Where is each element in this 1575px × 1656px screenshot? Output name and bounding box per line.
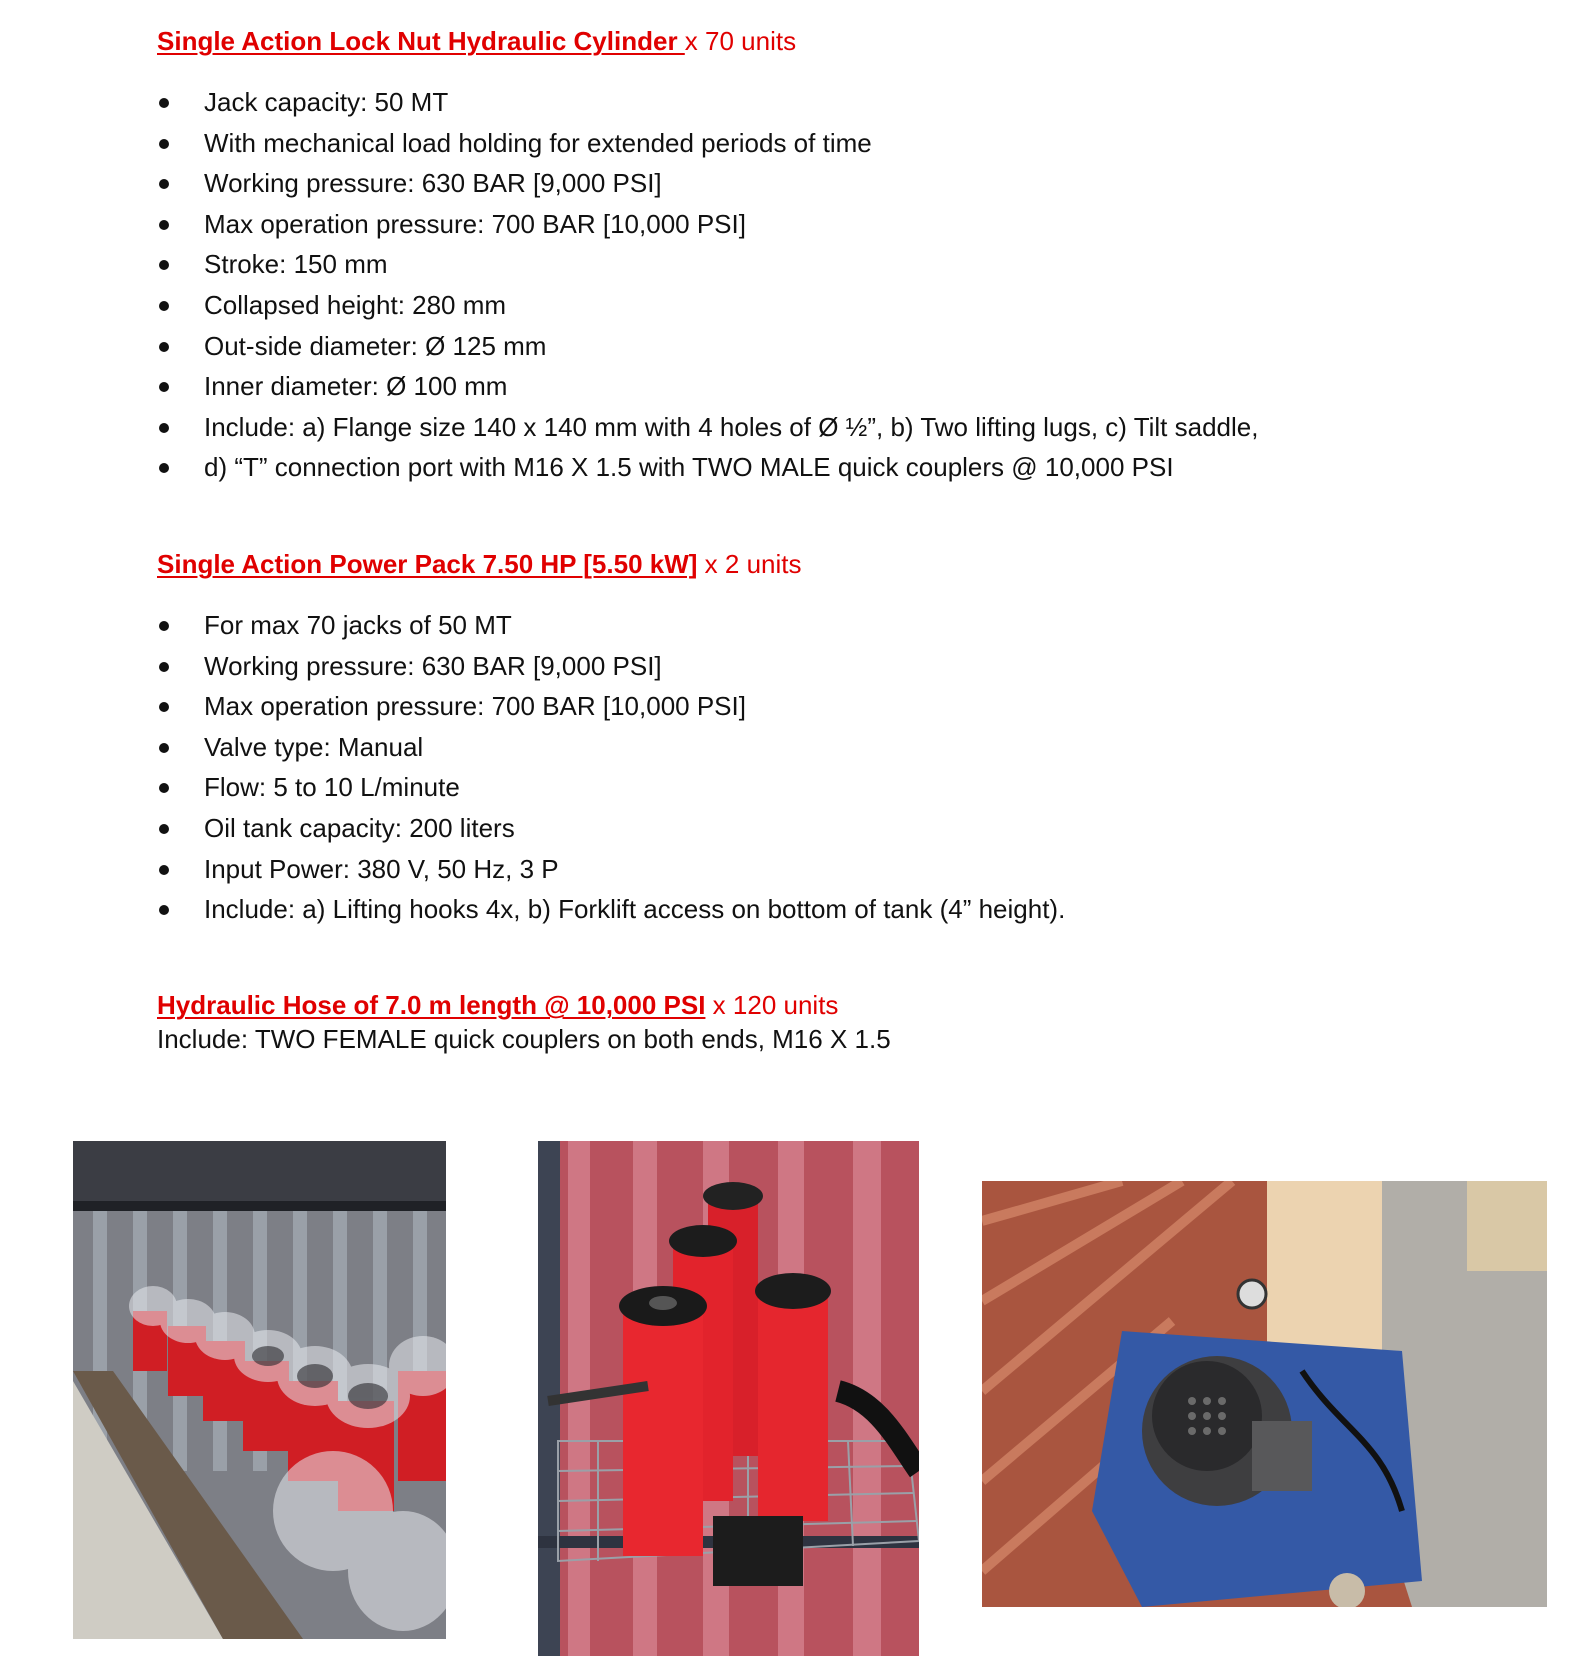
list-item: Working pressure: 630 BAR [9,000 PSI]: [157, 163, 1258, 204]
list-item: Jack capacity: 50 MT: [157, 82, 1258, 123]
list-item: Max operation pressure: 700 BAR [10,000 PSI]: [157, 686, 1065, 727]
bullet-icon: [159, 905, 169, 915]
bullet-icon: [159, 342, 169, 352]
bullet-icon: [159, 743, 169, 753]
bullet-icon: [159, 702, 169, 712]
section-3-title: Hydraulic Hose of 7.0 m length @ 10,000 PSI: [157, 990, 706, 1020]
list-item: Valve type: Manual: [157, 727, 1065, 768]
bullet-icon: [159, 98, 169, 108]
section-3-note: Include: TWO FEMALE quick couplers on both ends, M16 X 1.5: [157, 1024, 891, 1054]
photo-power-pack: [982, 1181, 1547, 1607]
bullet-icon: [159, 423, 169, 433]
bullet-icon: [159, 783, 169, 793]
list-item: Oil tank capacity: 200 liters: [157, 808, 1065, 849]
section-1-list: [157, 82, 1258, 488]
list-item: Inner diameter: Ø 100 mm: [157, 366, 1258, 407]
list-item: d) “T” connection port with M16 X 1.5 with TWO MALE quick couplers @ 10,000 PSI: [157, 447, 1258, 488]
section-1-heading: [157, 24, 796, 58]
section-2-quantity: x 2 units: [704, 549, 802, 579]
photo-cylinders-shelf: [73, 1141, 446, 1639]
bullet-icon: [159, 865, 169, 875]
bullet-icon: [159, 382, 169, 392]
photo-red-cylinders: [538, 1141, 919, 1656]
bullet-icon: [159, 301, 169, 311]
list-item: Max operation pressure: 700 BAR [10,000 PSI]: [157, 204, 1258, 245]
list-item: Working pressure: 630 BAR [9,000 PSI]: [157, 646, 1065, 687]
section-3-quantity: x 120 units: [712, 990, 839, 1020]
section-2-list: [157, 605, 1065, 930]
list-item: Input Power: 380 V, 50 Hz, 3 P: [157, 849, 1065, 890]
bullet-icon: [159, 621, 169, 631]
bullet-icon: [159, 139, 169, 149]
list-item: Flow: 5 to 10 L/minute: [157, 767, 1065, 808]
section-3-heading: [157, 988, 838, 1022]
bullet-icon: [159, 662, 169, 672]
list-item: With mechanical load holding for extended periods of time: [157, 123, 1258, 164]
list-item: Collapsed height: 280 mm: [157, 285, 1258, 326]
bullet-icon: [159, 824, 169, 834]
section-2-title: Single Action Power Pack 7.50 HP [5.50 kW]: [157, 549, 698, 579]
list-item: Include: a) Flange size 140 x 140 mm with 4 holes of Ø ½”, b) Two lifting lugs, c) Tilt saddle,: [157, 407, 1258, 448]
bullet-icon: [159, 260, 169, 270]
bullet-icon: [159, 179, 169, 189]
section-2-heading: [157, 547, 801, 581]
list-item: For max 70 jacks of 50 MT: [157, 605, 1065, 646]
bullet-icon: [159, 463, 169, 473]
bullet-icon: [159, 220, 169, 230]
list-item: Stroke: 150 mm: [157, 244, 1258, 285]
section-1-title: Single Action Lock Nut Hydraulic Cylinder: [157, 26, 685, 56]
list-item: Include: a) Lifting hooks 4x, b) Forklift access on bottom of tank (4” height).: [157, 889, 1065, 930]
section-1-quantity: x 70 units: [684, 26, 797, 56]
list-item: Out-side diameter: Ø 125 mm: [157, 326, 1258, 367]
